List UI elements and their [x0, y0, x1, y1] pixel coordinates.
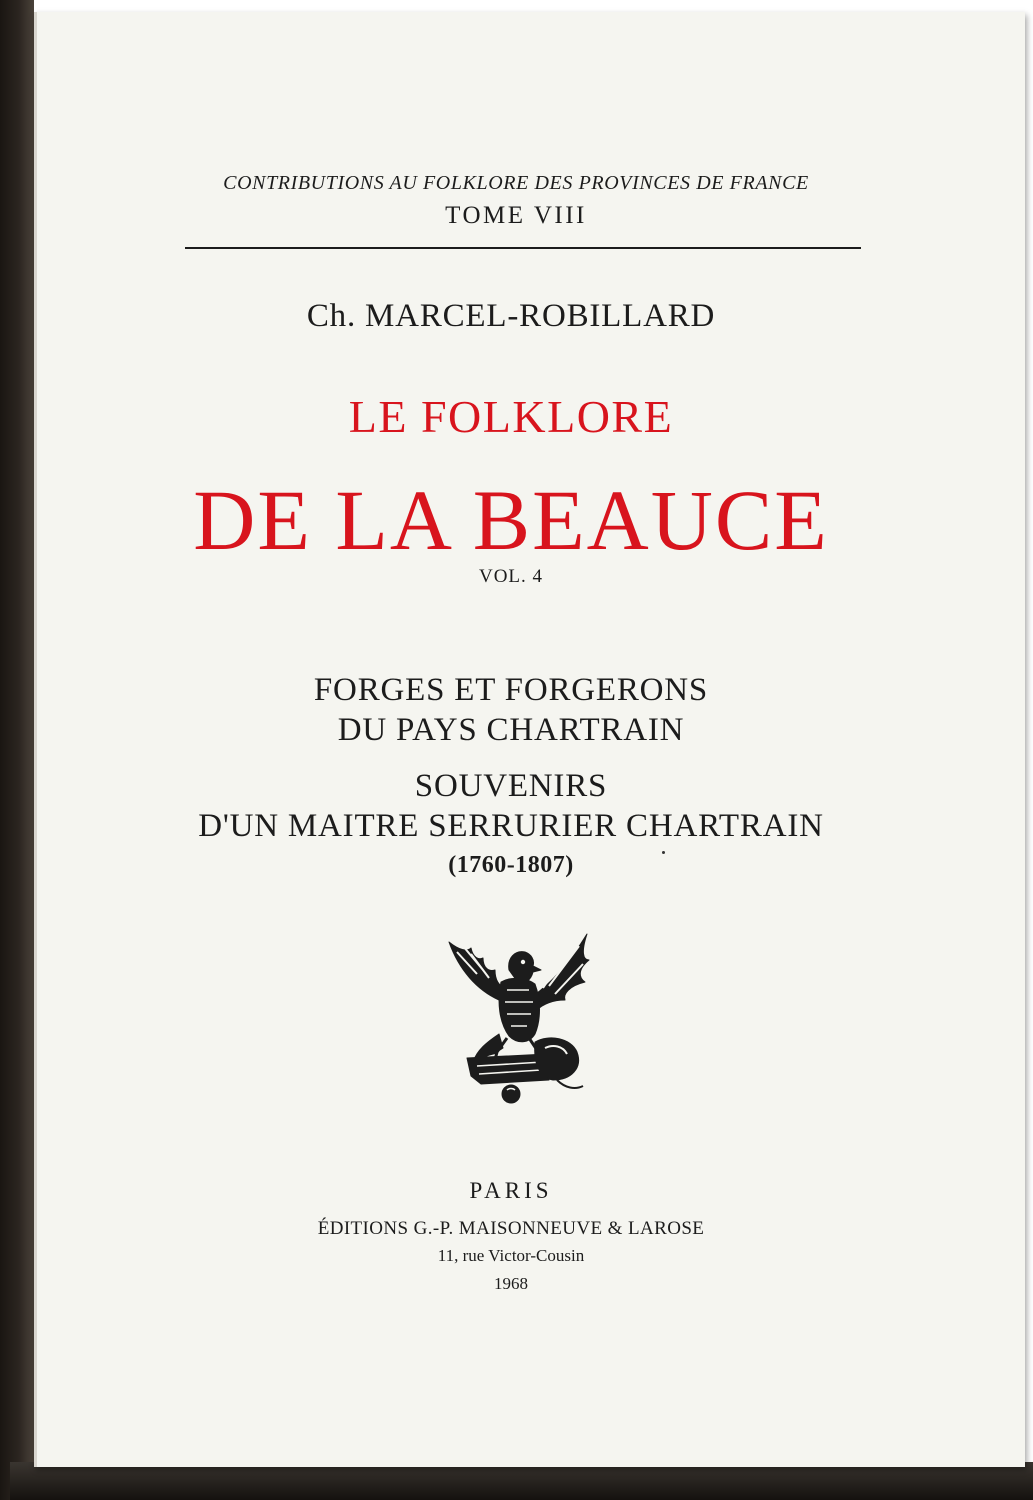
author-name: Ch. MARCEL-ROBILLARD	[306, 298, 716, 334]
series-title: CONTRIBUTIONS AU FOLKLORE DES PROVINCES DE FRANCE	[223, 172, 809, 194]
book-spine-shadow	[0, 0, 34, 1500]
publisher-name: ÉDITIONS G.-P. MAISONNEUVE & LAROSE	[317, 1218, 705, 1239]
tome-number: TOME VIII	[445, 202, 587, 229]
book-cover	[34, 12, 1025, 1467]
volume-number: VOL. 4	[478, 566, 544, 587]
title-line-2: DE LA BEAUCE	[193, 472, 829, 568]
publication-city: PARIS	[469, 1178, 553, 1203]
publisher-address: 11, rue Victor-Cousin	[437, 1246, 585, 1265]
date-range: (1760-1807)	[448, 852, 574, 878]
title-line-1: LE FOLKLORE	[348, 391, 674, 442]
subtitle-line-3: SOUVENIRS	[414, 768, 608, 804]
paper-speck	[662, 851, 665, 854]
background-edge	[10, 1462, 1033, 1500]
publication-year: 1968	[494, 1274, 528, 1293]
subtitle-line-1: FORGES ET FORGERONS	[313, 672, 709, 708]
divider-rule	[185, 247, 861, 249]
eagle-emblem-icon	[437, 930, 597, 1106]
subtitle-line-2: DU PAYS CHARTRAIN	[337, 712, 685, 748]
subtitle-line-4: D'UN MAITRE SERRURIER CHARTRAIN	[198, 808, 824, 844]
